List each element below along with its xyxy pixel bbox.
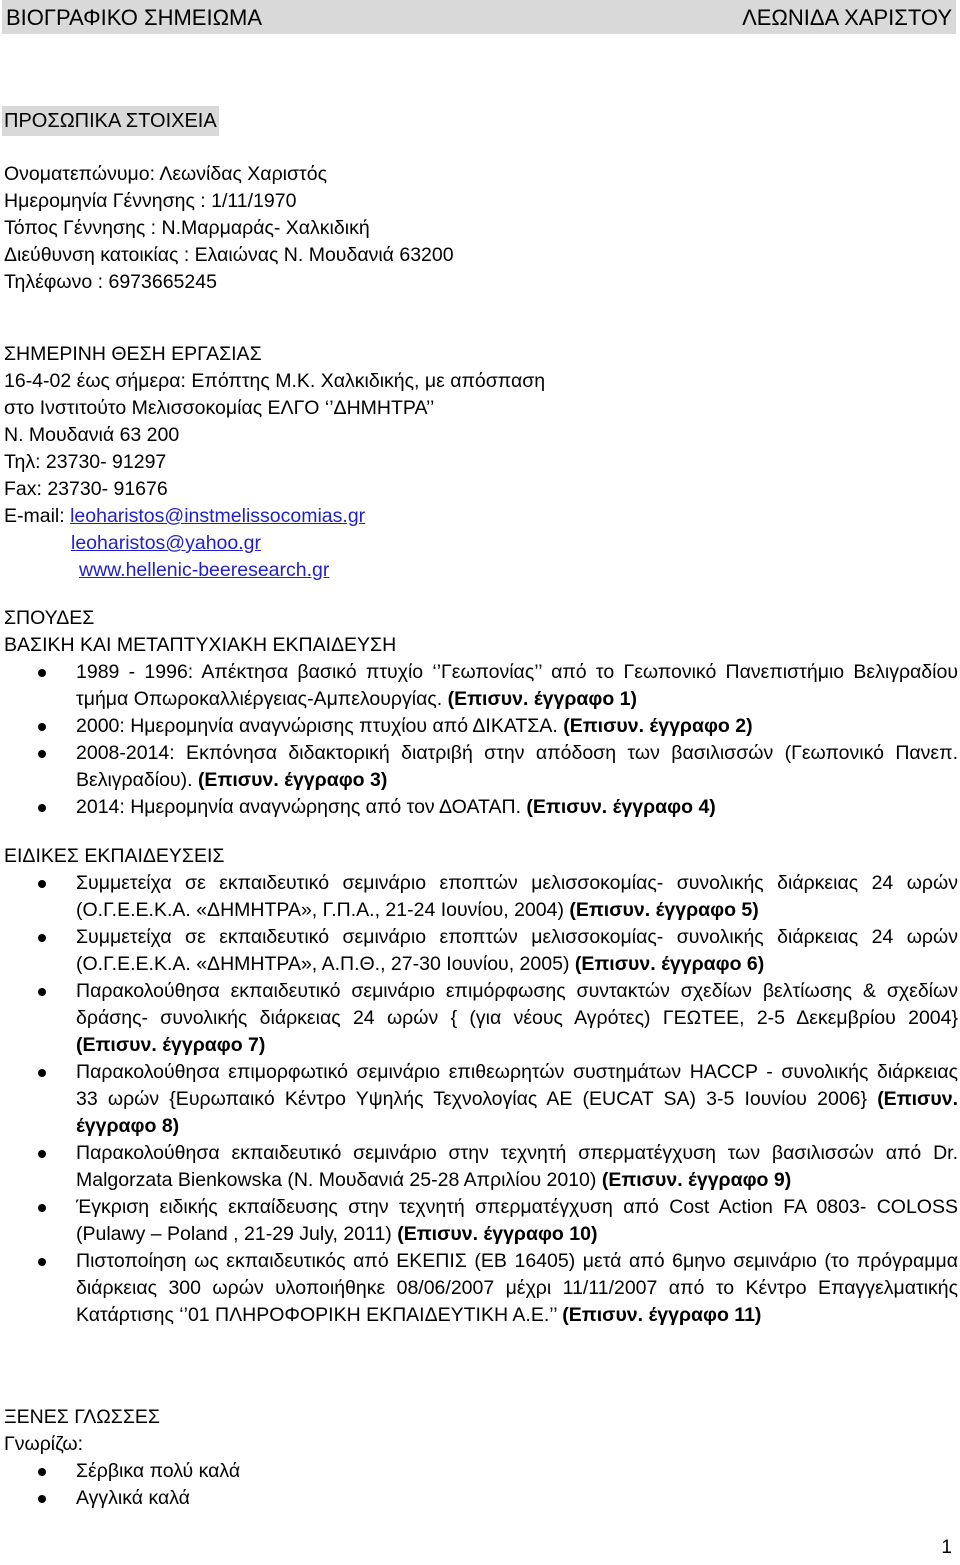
studies-heading <box>4 605 396 659</box>
studies-list <box>0 659 960 821</box>
personal-line: Τόπος Γέννησης : Ν.Μαρμαράς- Χαλκιδική <box>4 217 370 239</box>
list-item <box>0 924 960 978</box>
special-heading <box>4 843 224 870</box>
list-item <box>0 1194 960 1248</box>
item-text: Σέρβικα πολύ καλά <box>76 1460 241 1482</box>
special-list <box>0 870 960 1329</box>
list-item <box>0 1458 960 1485</box>
website-line <box>4 557 545 584</box>
page-number: 1 <box>941 1537 952 1558</box>
attachment-ref: (Επισυν. έγγραφο 2) <box>563 715 753 737</box>
job-section <box>4 341 545 584</box>
list-item <box>0 659 960 713</box>
languages-title: ΞΕΝΕΣ ΓΛΩΣΣΕΣ <box>4 1406 160 1428</box>
item-text: Παρακολούθησα επιμορφωτικό σεμινάριο επιθεωρητών συστημάτων HACCP - συνολικής διάρκειας 33 ωρών {Ευρωπαικό Κέντρο Υψηλής Τεχνολογίας ΑΕ (EUCAT SA) 3-5 Ιουνίου 2006} <box>76 1061 958 1110</box>
attachment-ref: (Επισυν. έγγραφο 4) <box>526 796 716 818</box>
header-title: ΒΙΟΓΡΑΦΙΚΟ ΣΗΜΕΙΩΜΑ <box>6 4 263 30</box>
list-item <box>0 713 960 740</box>
list-item <box>0 1248 960 1329</box>
website-link[interactable]: www.hellenic-beeresearch.gr <box>79 559 330 581</box>
header-name: ΛΕΩΝΙΔΑ ΧΑΡΙΣΤΟΥ <box>742 4 952 30</box>
attachment-ref: (Επισυν. έγγραφο 7) <box>76 1034 266 1056</box>
personal-info <box>4 161 454 296</box>
item-text: 2008-2014: Εκπόνησα διδακτορική διατριβή στην απόδοση των βασιλισσών (Γεωπονικό Πανεπ. Βελιγραδίου). <box>76 742 958 791</box>
item-text: Παρακολούθησα εκπαιδευτικό σεμινάριο επιμόρφωσης συντακτών σχεδίων βελτίωσης & σχεδίων δράσης- συνολικής διάρκειας 24 ωρών { (για νέους Αγρότες) ΓΕΩΤΕΕ, 2-5 Δεκεμβρίου 2004} <box>76 980 958 1029</box>
item-text: 2000: Ημερομηνία αναγνώρισης πτυχίου από ΔΙΚΑΤΣΑ. <box>76 715 564 737</box>
item-text: Αγγλικά καλά <box>76 1487 190 1509</box>
item-text: Πιστοποίηση ως εκπαιδευτικός από ΕΚΕΠΙΣ (ΕΒ 16405) μετά από 6μηνο σεμινάριο (το πρόγραμμα διάρκειας 300 ωρών υλοποιήθηκε 08/06/2007 μέχρι 11/11/2007 από το Κέντρο Επαγγελματικής Κατάρτισης ‘’01 ΠΛΗΡΟΦΟΡΙΚΗ ΕΚΠΑΙΔΕΥΤΙΚΗ Α.Ε.’’ <box>76 1250 958 1326</box>
email-line <box>4 503 545 530</box>
list-item <box>0 870 960 924</box>
item-text: Συμμετείχα σε εκπαιδευτικό σεμινάριο εποπτών μελισσοκομίας- συνολικής διάρκειας 24 ωρών (Ο.Γ.Ε.Ε.Κ.Α. «ΔΗΜΗΤΡΑ», Α.Π.Θ., 27-30 Ιουνίου, 2005) <box>76 926 958 975</box>
studies-title: ΣΠΟΥΔΕΣ <box>4 607 95 629</box>
attachment-ref: (Επισυν. έγγραφο 6) <box>574 953 765 975</box>
item-text: 1989 - 1996: Απέκτησα βασικό πτυχίο ‘’Γεωπονίας’’ από το Γεωπονικό Πανεπιστήμιο Βελιγραδίου τμήμα Οπωροκαλλιέργειας-Αμπελουργίας. <box>76 661 958 710</box>
languages-intro: Γνωρίζω: <box>4 1433 84 1455</box>
attachment-ref: (Επισυν. έγγραφο 1) <box>447 688 637 710</box>
job-line: Τηλ: 23730- 91297 <box>4 451 167 473</box>
email-label: E-mail: <box>4 505 71 527</box>
email-link-yahoo[interactable]: leoharistos@yahoo.gr <box>71 532 261 554</box>
languages-list <box>0 1458 960 1512</box>
item-text: Έγκριση ειδικής εκπαίδευσης στην τεχνητή σπερματέγχυση από Cost Action FA 0803- COLOSS (Pulawy – Poland , 21-29 July, 2011) <box>76 1196 958 1245</box>
personal-line: Ονοματεπώνυμο: Λεωνίδας Χαριστός <box>4 163 327 185</box>
attachment-ref: (Επισυν. έγγραφο 10) <box>397 1223 598 1245</box>
document-header <box>2 0 956 34</box>
list-item <box>0 1485 960 1512</box>
item-text: Παρακολούθησα εκπαιδευτικό σεμινάριο στην τεχνητή σπερματέγχυση των βασιλισσών από Dr. Malgorzata Bienkowska (Ν. Μουδανιά 25-28 Απριλίου 2010) <box>76 1142 958 1191</box>
studies-subtitle: ΒΑΣΙΚΗ ΚΑΙ ΜΕΤΑΠΤΥΧΙΑΚΗ ΕΚΠΑΙΔΕΥΣΗ <box>4 634 397 656</box>
attachment-ref: (Επισυν. έγγραφο 9) <box>601 1169 792 1191</box>
personal-line: Τηλέφωνο : 6973665245 <box>4 271 217 293</box>
list-item <box>0 978 960 1059</box>
special-title: ΕΙΔΙΚΕΣ ΕΚΠΑΙΔΕΥΣΕΙΣ <box>4 845 225 867</box>
job-line: Fax: 23730- 91676 <box>4 478 168 500</box>
personal-line: Διεύθυνση κατοικίας : Ελαιώνας Ν. Μουδανιά 63200 <box>4 244 454 266</box>
attachment-ref: (Επισυν. έγγραφο 11) <box>562 1304 762 1326</box>
languages-heading <box>4 1404 160 1458</box>
list-item <box>0 1059 960 1140</box>
list-item <box>0 794 960 821</box>
job-line: στο Ινστιτούτο Μελισσοκομίας ΕΛΓΟ ‘’ΔΗΜΗΤΡΑ’’ <box>4 397 435 419</box>
personal-line: Ημερομηνία Γέννησης : 1/11/1970 <box>4 190 297 212</box>
attachment-ref: (Επισυν. έγγραφο 8) <box>76 1088 958 1137</box>
job-line: 16-4-02 έως σήμερα: Επόπτης Μ.Κ. Χαλκιδικής, με απόσπαση <box>4 370 546 392</box>
list-item <box>0 1140 960 1194</box>
job-section-title: ΣΗΜΕΡΙΝΗ ΘΕΣΗ ΕΡΓΑΣΙΑΣ <box>4 343 262 365</box>
personal-section-title: ΠΡΟΣΩΠΙΚΑ ΣΤΟΙΧΕΙΑ <box>2 106 219 136</box>
job-line: Ν. Μουδανιά 63 200 <box>4 424 180 446</box>
attachment-ref: (Επισυν. έγγραφο 3) <box>197 769 388 791</box>
email-link-institute[interactable]: leoharistos@instmelissocomias.gr <box>70 505 366 527</box>
attachment-ref: (Επισυν. έγγραφο 5) <box>569 899 759 921</box>
item-text: Συμμετείχα σε εκπαιδευτικό σεμινάριο εποπτών μελισσοκομίας- συνολικής διάρκειας 24 ωρών (Ο.Γ.Ε.Ε.Κ.Α. «ΔΗΜΗΤΡΑ», Γ.Π.Α., 21-24 Ιουνίου, 2004) <box>76 872 958 921</box>
list-item <box>0 740 960 794</box>
email-line-2 <box>4 530 545 557</box>
item-text: 2014: Ημερομηνία αναγνώρησης από τον ΔΟΑΤΑΠ. <box>76 796 527 818</box>
